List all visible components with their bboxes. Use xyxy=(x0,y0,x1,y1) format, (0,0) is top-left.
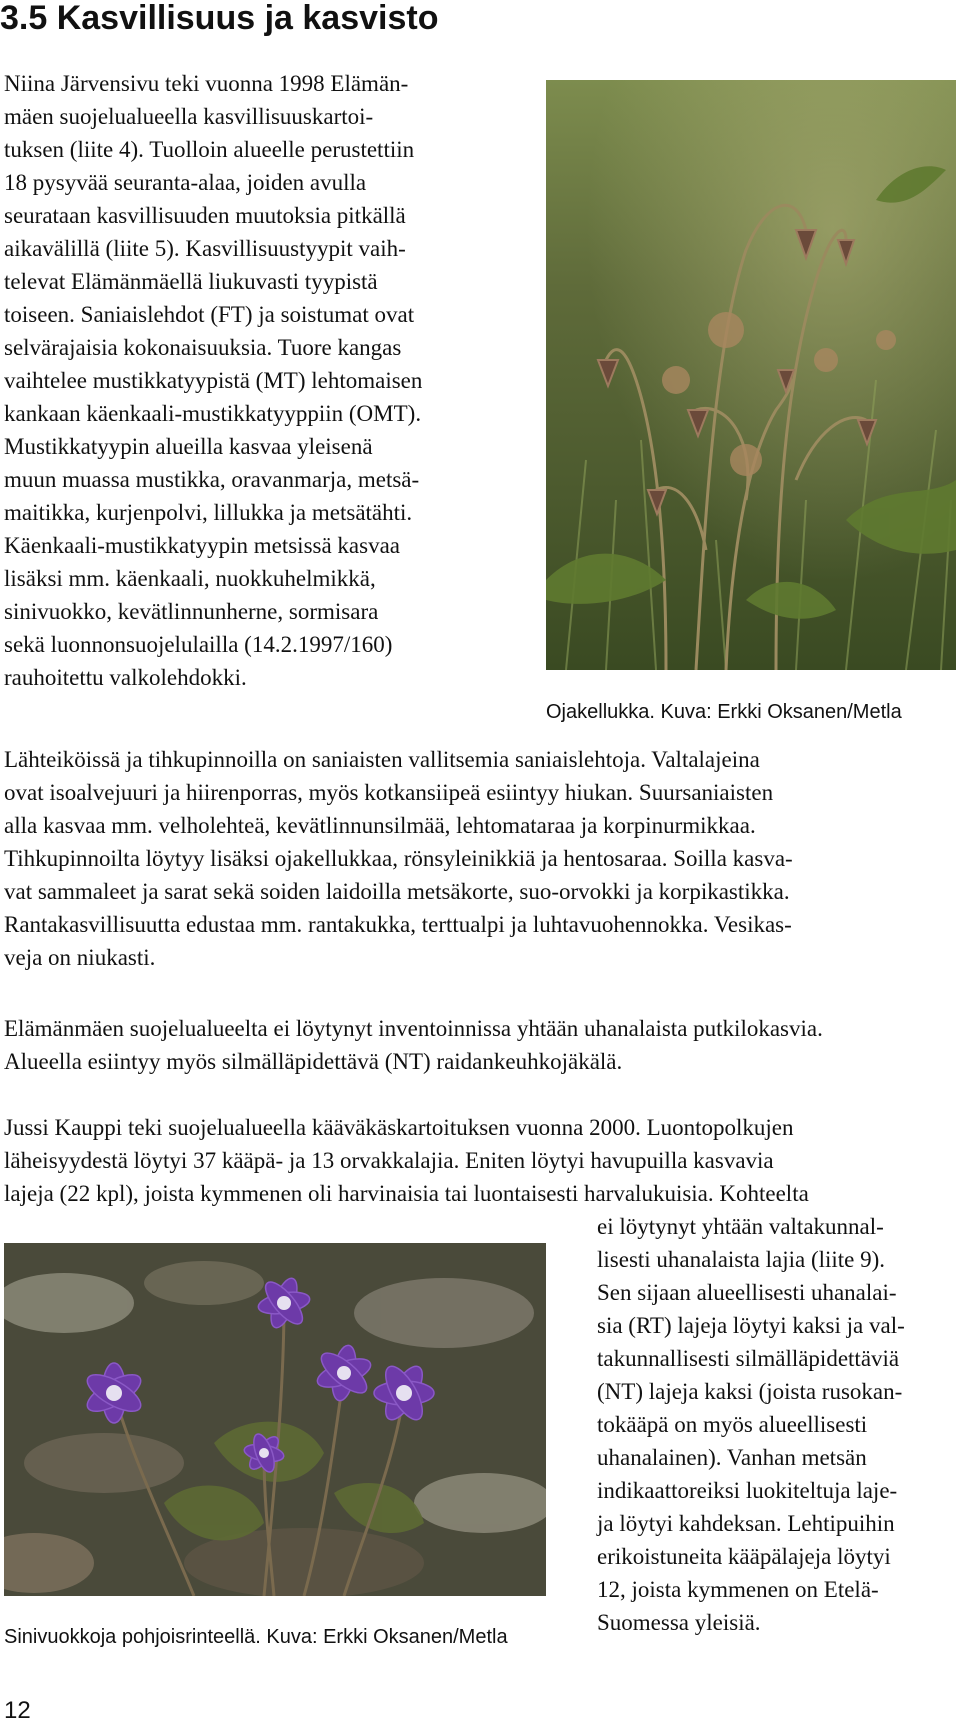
hepatica-illustration xyxy=(4,1243,546,1596)
text-line: uhanalainen). Vanhan metsän xyxy=(597,1445,867,1470)
text-line: Sen sijaan alueellisesti uhanalai- xyxy=(597,1280,897,1305)
text-line: alla kasvaa mm. velholehteä, kevätlinnunsilmää, lehtomataraa ja korpinurmikkaa. xyxy=(4,813,756,838)
text-line: sinivuokko, kevätlinnunherne, sormisara xyxy=(4,599,379,624)
text-line: toiseen. Saniaislehdot (FT) ja soistumat ovat xyxy=(4,302,415,327)
text-line: lisäksi mm. käenkaali, nuokkuhelmikkä, xyxy=(4,566,376,591)
photo-caption-top: Ojakellukka. Kuva: Erkki Oksanen/Metla xyxy=(546,701,902,723)
text-line: rauhoitettu valkolehdokki. xyxy=(4,665,247,690)
text-line: mäen suojelualueella kasvillisuuskartoi- xyxy=(4,104,374,129)
text-line: Tihkupinnoilta löytyy lisäksi ojakellukkaa, rönsyleinikkiä ja hentosaraa. Soilla kasva- xyxy=(4,846,793,871)
text-line: maitikka, kurjenpolvi, lillukka ja metsätähti. xyxy=(4,500,413,525)
text-line: sekä luonnonsuojelulailla (14.2.1997/160) xyxy=(4,632,393,657)
photo-hepatica xyxy=(4,1243,546,1596)
text-line: Elämänmäen suojelualueelta ei löytynyt inventoinnissa yhtään uhanalaista putkilokasvia. xyxy=(4,1016,823,1041)
text-line: selvärajaisia kokonaisuuksia. Tuore kangas xyxy=(4,335,402,360)
text-line: seurataan kasvillisuuden muutoksia pitkällä xyxy=(4,203,406,228)
text-line: ja löytyi kahdeksan. Lehtipuihin xyxy=(597,1511,895,1536)
text-line: ei löytynyt yhtään valtakunnal- xyxy=(597,1214,884,1239)
text-line: muun muassa mustikka, oravanmarja, metsä- xyxy=(4,467,420,492)
text-line: Alueella esiintyy myös silmälläpidettävä (NT) raidankeuhkojäkälä. xyxy=(4,1049,623,1074)
text-line: lisesti uhanalaista lajia (liite 9). xyxy=(597,1247,886,1272)
photo-water-avens xyxy=(546,80,956,670)
text-line: Käenkaali-mustikkatyypin metsissä kasvaa xyxy=(4,533,401,558)
text-line: (NT) lajeja kaksi (joista rusokan- xyxy=(597,1379,903,1404)
section-heading: 3.5 Kasvillisuus ja kasvisto xyxy=(0,0,439,37)
text-line: takunnallisesti silmälläpidettäviä xyxy=(597,1346,900,1371)
text-line: Rantakasvillisuutta edustaa mm. rantakukka, terttualpi ja luhtavuohennokka. Vesikas- xyxy=(4,912,792,937)
text-line: Lähteiköissä ja tihkupinnoilla on saniaisten vallitsemia saniaislehtoja. Valtalajeina xyxy=(4,747,760,772)
text-line: lajeja (22 kpl), joista kymmenen oli harvinaisia tai luontaisesti harvalukuisia. Kohteelta xyxy=(4,1181,809,1206)
water-avens-illustration xyxy=(546,80,956,670)
text-line: sia (RT) lajeja löytyi kaksi ja val- xyxy=(597,1313,905,1338)
text-line: indikaattoreiksi luokiteltuja laje- xyxy=(597,1478,898,1503)
text-line: Suomessa yleisiä. xyxy=(597,1610,761,1635)
text-line: Mustikkatyypin alueilla kasvaa yleisenä xyxy=(4,434,373,459)
paragraph-springs xyxy=(4,743,954,974)
text-line: vaihtelee mustikkatyypistä (MT) lehtomaisen xyxy=(4,368,423,393)
photo-caption-bottom: Sinivuokkoja pohjoisrinteellä. Kuva: Erkki Oksanen/Metla xyxy=(4,1626,508,1648)
paragraph-threatened xyxy=(4,1012,954,1078)
text-line: läheisyydestä löytyi 37 kääpä- ja 13 orvakkalajia. Eniten löytyi havupuilla kasvavia xyxy=(4,1148,774,1173)
text-line: Jussi Kauppi teki suojelualueella kääväkäskartoituksen vuonna 2000. Luontopolkujen xyxy=(4,1115,794,1140)
text-line: tuksen (liite 4). Tuolloin alueelle perustettiin xyxy=(4,137,415,162)
text-line: erikoistuneita kääpälajeja löytyi xyxy=(597,1544,891,1569)
text-line: veja on niukasti. xyxy=(4,945,156,970)
page-number: 12 xyxy=(4,1697,31,1724)
intro-paragraph xyxy=(4,67,494,694)
text-line: tokääpä on myös alueellisesti xyxy=(597,1412,868,1437)
text-line: 12, joista kymmenen on Etelä- xyxy=(597,1577,879,1602)
text-line: 18 pysyvää seuranta-alaa, joiden avulla xyxy=(4,170,367,195)
text-line: televat Elämänmäellä liukuvasti tyypistä xyxy=(4,269,378,294)
paragraph-fungi xyxy=(4,1111,954,1210)
right-column-paragraph xyxy=(597,1210,957,1639)
text-line: aikavälillä (liite 5). Kasvillisuustyypit vaih- xyxy=(4,236,406,261)
text-line: Niina Järvensivu teki vuonna 1998 Elämän- xyxy=(4,71,409,96)
text-line: ovat isoalvejuuri ja hiirenporras, myös kotkansiipeä esiintyy hiukan. Suursaniaisten xyxy=(4,780,774,805)
text-line: kankaan käenkaali-mustikkatyyppiin (OMT). xyxy=(4,401,422,426)
text-line: vat sammaleet ja sarat sekä soiden laidoilla metsäkorte, suo-orvokki ja korpikastikka. xyxy=(4,879,790,904)
